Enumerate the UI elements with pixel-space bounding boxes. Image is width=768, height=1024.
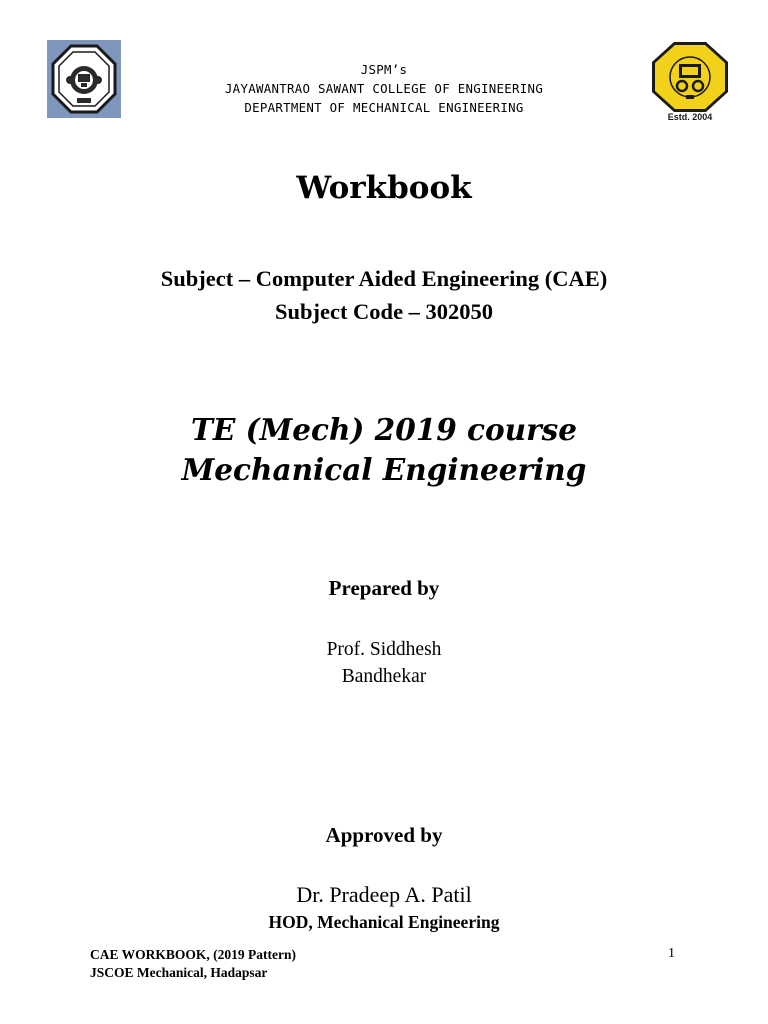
approver-name: Dr. Pradeep A. Patil [296, 882, 472, 907]
department-name: DEPARTMENT OF MECHANICAL ENGINEERING [244, 100, 524, 115]
preparer-name-line-2: Bandhekar [341, 666, 427, 687]
subject-code: Subject Code – 302050 [274, 299, 494, 324]
approver-role: HOD, Mechanical Engineering [268, 912, 500, 932]
page-number: 1 [668, 946, 675, 961]
prepared-by-name [0, 636, 768, 690]
course-block [0, 410, 768, 490]
page-footer [90, 946, 296, 982]
approved-by-label: Approved by [325, 823, 443, 847]
institution-header [0, 60, 768, 117]
preparer-name-line-1: Prof. Siddhesh [326, 639, 442, 660]
society-name: JSPM’s [360, 62, 408, 77]
course-line-2: Mechanical Engineering [181, 452, 587, 487]
prepared-by-label: Prepared by [328, 576, 440, 600]
institute-name: JAYAWANTRAO SAWANT COLLEGE OF ENGINEERING [224, 81, 544, 96]
estd-caption: Estd. 2004 [667, 112, 713, 122]
document-title: Workbook [296, 170, 472, 206]
course-line-1: TE (Mech) 2019 course [190, 412, 578, 447]
footer-line-2: JSCOE Mechanical, Hadapsar [90, 965, 268, 980]
subject-block [0, 262, 768, 328]
footer-line-1: CAE WORKBOOK, (2019 Pattern) [90, 947, 296, 962]
subject-name: Subject – Computer Aided Engineering (CAE) [160, 266, 608, 291]
